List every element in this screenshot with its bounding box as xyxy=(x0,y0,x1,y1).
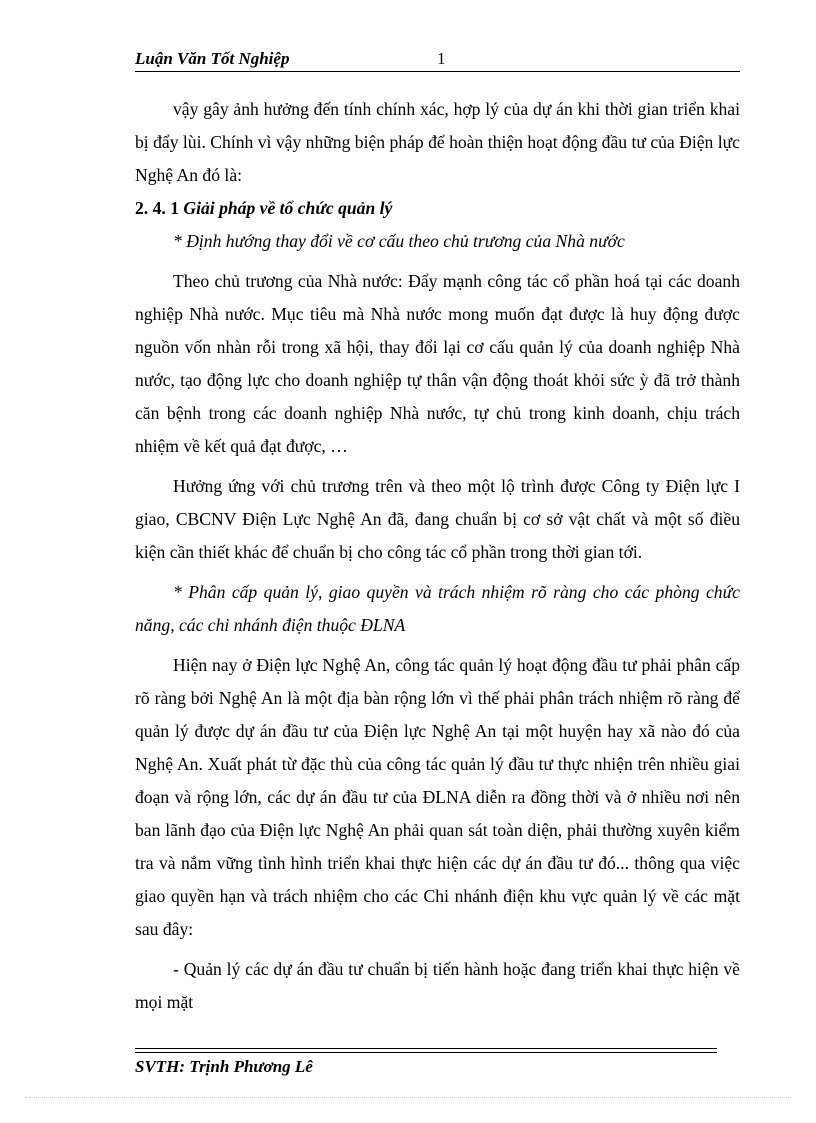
paragraph-1: vậy gây ảnh hưởng đến tính chính xác, hợp lý của dự án khi thời gian triển khai bị đẩy lùi. Chính vì vậy những biện pháp để hoàn thiện hoạt động đầu tư của Điện lực Nghệ An đó là: xyxy=(135,99,740,185)
subheading-2: * Phân cấp quản lý, giao quyền và trách nhiệm rõ ràng cho các phòng chức năng, các chi nhánh điện thuộc ĐLNA xyxy=(135,582,740,635)
paragraph-2: Theo chủ trương của Nhà nước: Đẩy mạnh công tác cổ phần hoá tại các doanh nghiệp Nhà nước. Mục tiêu mà Nhà nước mong muốn đạt được là huy động được nguồn vốn nhàn rỗi trong xã hội, thay đổi lại cơ cấu quản lý của doanh nghiệp Nhà nước, tạo động lực cho doanh nghiệp tự thân vận động thoát khỏi sức ỳ đã trở thành căn bệnh trong các doanh nghiệp Nhà nước, tự chủ trong kinh doanh, chịu trách nhiệm về kết quả đạt được, … xyxy=(135,271,740,456)
paragraph-3: Hưởng ứng với chủ trương trên và theo một lộ trình được Công ty Điện lực I giao, CBCNV Điện Lực Nghệ An đã, đang chuẩn bị cơ sở vật chất và một số điều kiện cần thiết khác để chuẩn bị cho công tác cổ phần trong thời gian tới. xyxy=(135,476,740,562)
subheading-1: * Định hướng thay đổi về cơ cấu theo chủ trương của Nhà nước xyxy=(173,231,625,251)
page-number: 1 xyxy=(437,49,446,68)
section-heading xyxy=(135,192,740,225)
document-body xyxy=(135,93,740,1019)
page-edge xyxy=(25,1097,791,1098)
header-title: Luận Văn Tốt Nghiệp xyxy=(135,49,290,68)
header-rule xyxy=(135,71,740,72)
section-title: Giải pháp về tổ chức quản lý xyxy=(183,198,393,218)
footer-author: SVTH: Trịnh Phương Lê xyxy=(135,1057,313,1076)
paragraph-5: - Quản lý các dự án đầu tư chuẩn bị tiến hành hoặc đang triển khai thực hiện về mọi mặt xyxy=(135,959,740,1012)
footer-rule xyxy=(135,1048,717,1053)
paragraph-4: Hiện nay ở Điện lực Nghệ An, công tác quản lý hoạt động đầu tư phải phân cấp rõ ràng bởi Nghệ An là một địa bàn rộng lớn vì thế phải phân trách nhiệm rõ ràng để quản lý được dự án đầu tư của Điện lực Nghệ An tại một huyện hay xã nào đó của Nghệ An. Xuất phát từ đặc thù của công tác quản lý đầu tư thực nhiện trên nhiều giai đoạn và rộng lớn, các dự án đầu tư của ĐLNA diễn ra đồng thời và ở nhiều nơi nên ban lãnh đạo của Điện lực Nghệ An phải quan sát toàn diện, phải thường xuyên kiểm tra và nắm vững tình hình triển khai thực hiện các dự án đầu tư đó... thông qua việc giao quyền hạn và trách nhiệm cho các Chi nhánh điện khu vực quản lý về các mặt sau đây: xyxy=(135,655,740,939)
section-number: 2. 4. 1 xyxy=(135,198,179,218)
